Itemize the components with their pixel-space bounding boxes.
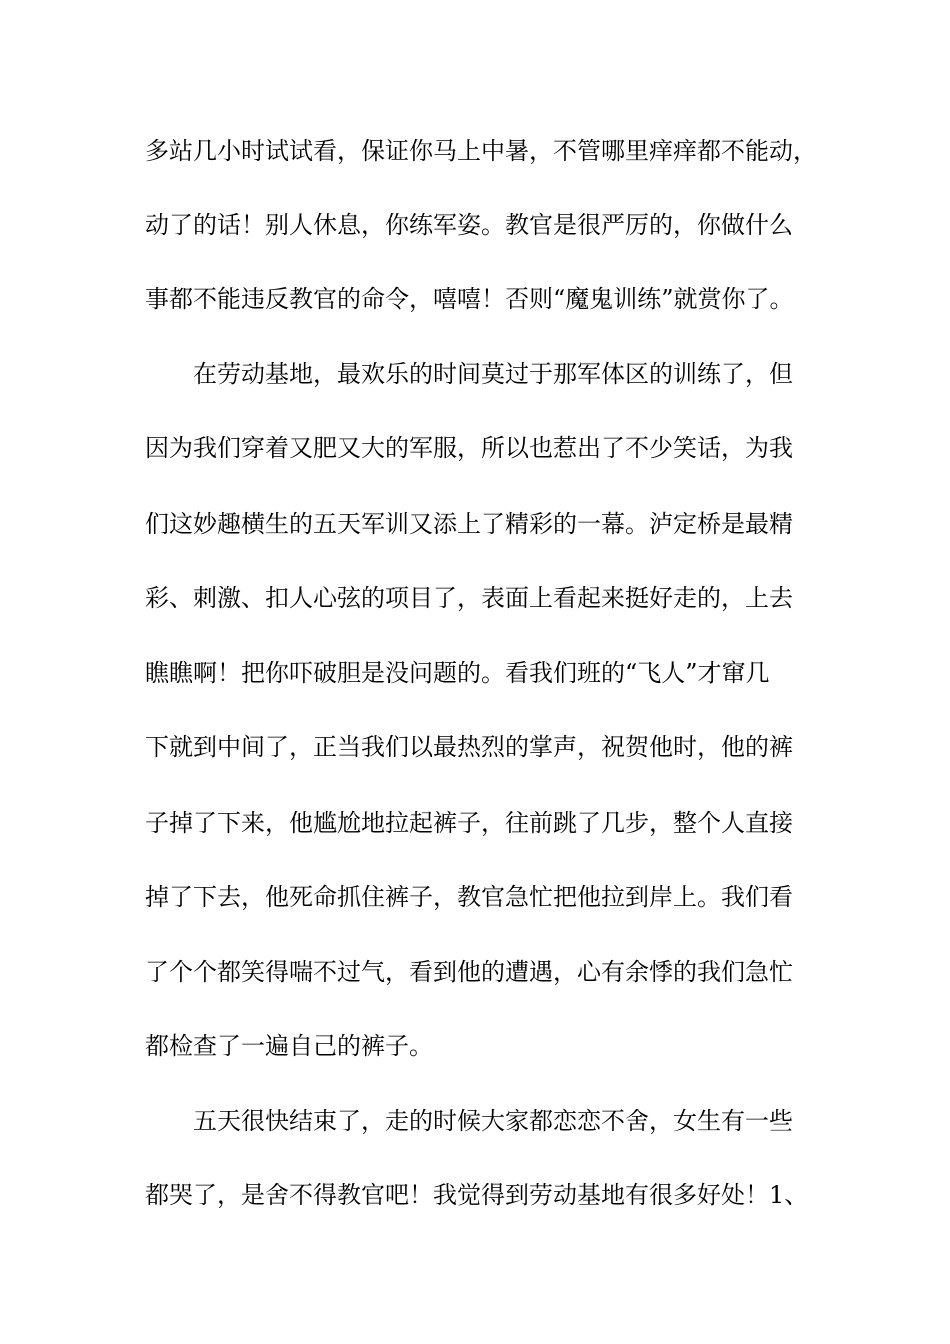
text-line: 动了的话！别人休息，你练军姿。教官是很严厉的，你做什么 — [145, 211, 793, 239]
text-line: 彩、刺激、扣人心弦的项目了，表面上看起来挺好走的，上去 — [145, 584, 793, 612]
text-line: 瞧瞧啊！把你吓破胆是没问题的。看我们班的“飞人”才窜几 — [145, 659, 770, 687]
text-line: 多站几小时试试看，保证你马上中暑，不管哪里痒痒都不能动， — [145, 137, 817, 165]
text-line: 都检查了一遍自己的裤子。 — [145, 1032, 433, 1060]
text-line: 事都不能违反教官的命令，嘻嘻！否则“魔鬼训练”就赏你了。 — [145, 285, 794, 313]
paragraph-first-line: 五天很快结束了，走的时候大家都恋恋不舍，女生有一些 — [193, 1107, 793, 1135]
text-line: 掉了下去，他死命抓住裤子，教官急忙把他拉到岸上。我们看 — [145, 883, 793, 911]
text-line: 都哭了，是舍不得教官吧！我觉得到劳动基地有很多好处！1、 — [145, 1181, 809, 1209]
text-line: 下就到中间了，正当我们以最热烈的掌声，祝贺他时，他的裤 — [145, 733, 793, 761]
text-line: 们这妙趣横生的五天军训又添上了精彩的一幕。泸定桥是最精 — [145, 510, 793, 538]
text-line: 了个个都笑得喘不过气，看到他的遭遇，心有余悸的我们急忙 — [145, 958, 793, 986]
paragraph-first-line: 在劳动基地，最欢乐的时间莫过于那军体区的训练了，但 — [193, 360, 793, 388]
text-line: 因为我们穿着又肥又大的军服，所以也惹出了不少笑话，为我 — [145, 434, 793, 462]
text-line: 子掉了下来，他尴尬地拉起裤子，往前跳了几步，整个人直接 — [145, 809, 793, 837]
